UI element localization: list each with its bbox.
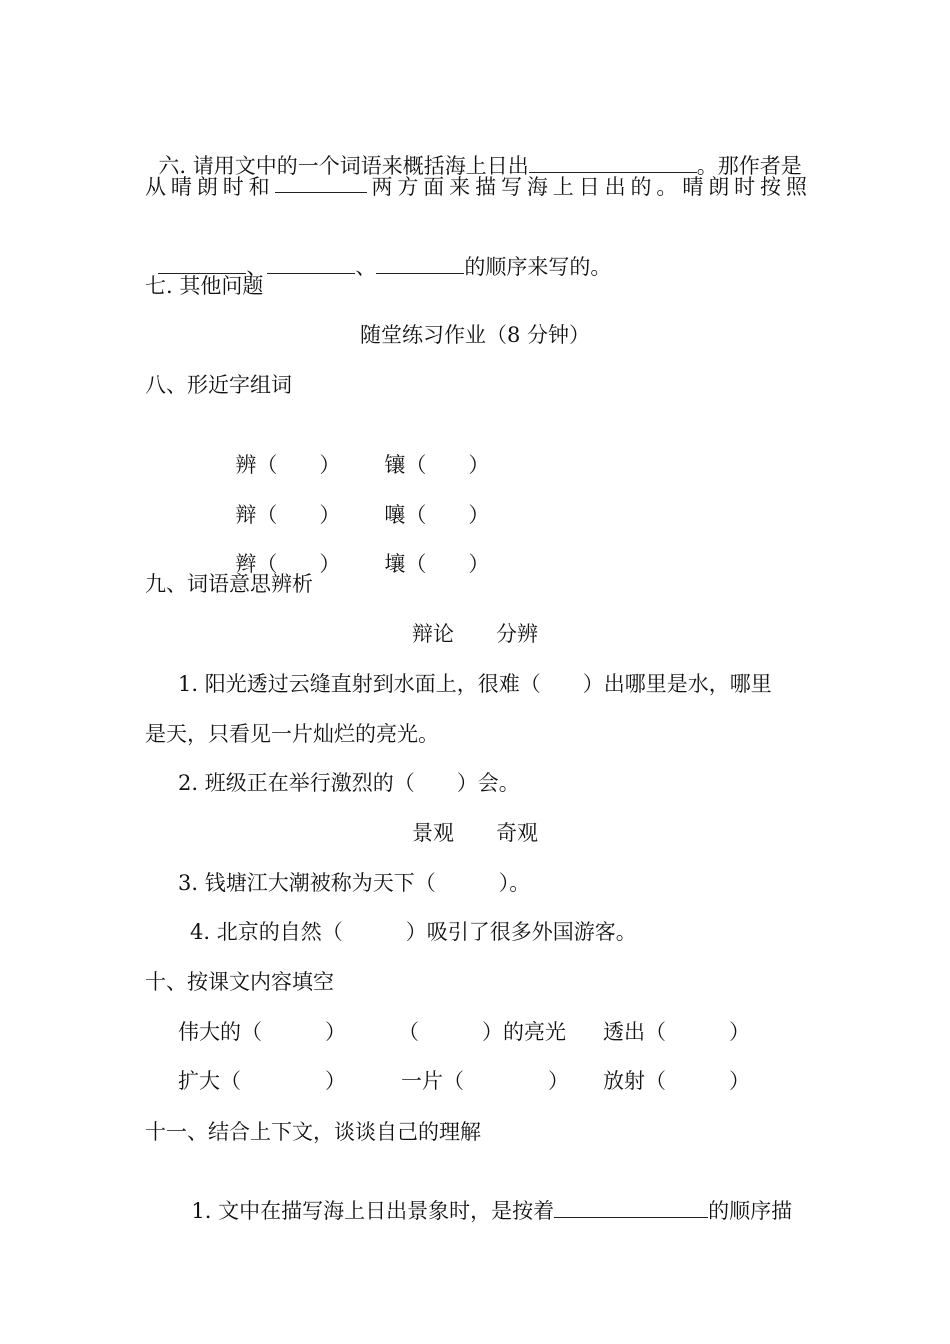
answer-blank[interactable] xyxy=(554,1197,708,1218)
q6-line-1: 六. 请用文中的一个词语来概括海上日出 。那作者是 xyxy=(158,154,802,178)
fill-item[interactable]: 扩大（ ） xyxy=(178,1069,346,1093)
fill-item[interactable]: 放射（ ） xyxy=(603,1069,750,1093)
section-title: 八、形近字组词 xyxy=(145,373,292,397)
word-item[interactable]: 壤（ ） xyxy=(384,552,490,576)
q11-sentence-1: 1. 文中在描写海上日出景象时，是按着 的顺序描 xyxy=(191,1199,793,1223)
sentence-4[interactable]: 4. 北京的自然（ ）吸引了很多外国游客。 xyxy=(190,920,637,944)
section-title: 七. 其他问题 xyxy=(145,274,264,298)
fill-item[interactable]: （ ）的亮光 xyxy=(398,1020,566,1044)
answer-blank[interactable] xyxy=(275,172,367,193)
answer-blank[interactable] xyxy=(376,253,464,274)
fill-item[interactable]: 透出（ ） xyxy=(603,1020,750,1044)
answer-blank[interactable] xyxy=(267,253,355,274)
word-pair: 辩论 分辨 xyxy=(412,622,538,646)
q6-line-2: 从 晴 朗 时 和 两 方 面 来 描 写 海 上 日 出 的 。 晴 朗 时 按 照 xyxy=(145,172,807,202)
sentence-1-cont: 是天，只看见一片灿烂的亮光。 xyxy=(145,722,439,746)
fill-item[interactable]: 一片（ ） xyxy=(401,1069,569,1093)
word-item[interactable]: 辨（ ） xyxy=(235,453,341,477)
q6-line-3: 、 、 的顺序来写的。 xyxy=(145,222,611,282)
word-item[interactable]: 辩（ ） xyxy=(235,503,341,527)
word-item[interactable]: 镶（ ） xyxy=(384,453,490,477)
section-title: 十、按课文内容填空 xyxy=(145,970,334,994)
fill-item[interactable]: 伟大的（ ） xyxy=(178,1020,346,1044)
word-item[interactable]: 辫（ ） xyxy=(235,552,341,576)
practice-heading: 随堂练习作业（8 分钟） xyxy=(359,323,591,347)
word-pair: 景观 奇观 xyxy=(412,821,538,845)
sentence-3[interactable]: 3. 钱塘江大潮被称为天下（ ）。 xyxy=(178,871,531,895)
sentence-1[interactable]: 1. 阳光透过云缝直射到水面上，很难（ ）出哪里是水，哪里 xyxy=(178,672,772,696)
sentence-2[interactable]: 2. 班级正在举行激烈的（ ）会。 xyxy=(178,771,520,795)
section-title: 十一、结合上下文，谈谈自己的理解 xyxy=(145,1120,481,1144)
section-title: 九、词语意思辨析 xyxy=(145,572,313,596)
answer-blank[interactable] xyxy=(529,152,697,173)
word-item[interactable]: 嚷（ ） xyxy=(384,503,490,527)
